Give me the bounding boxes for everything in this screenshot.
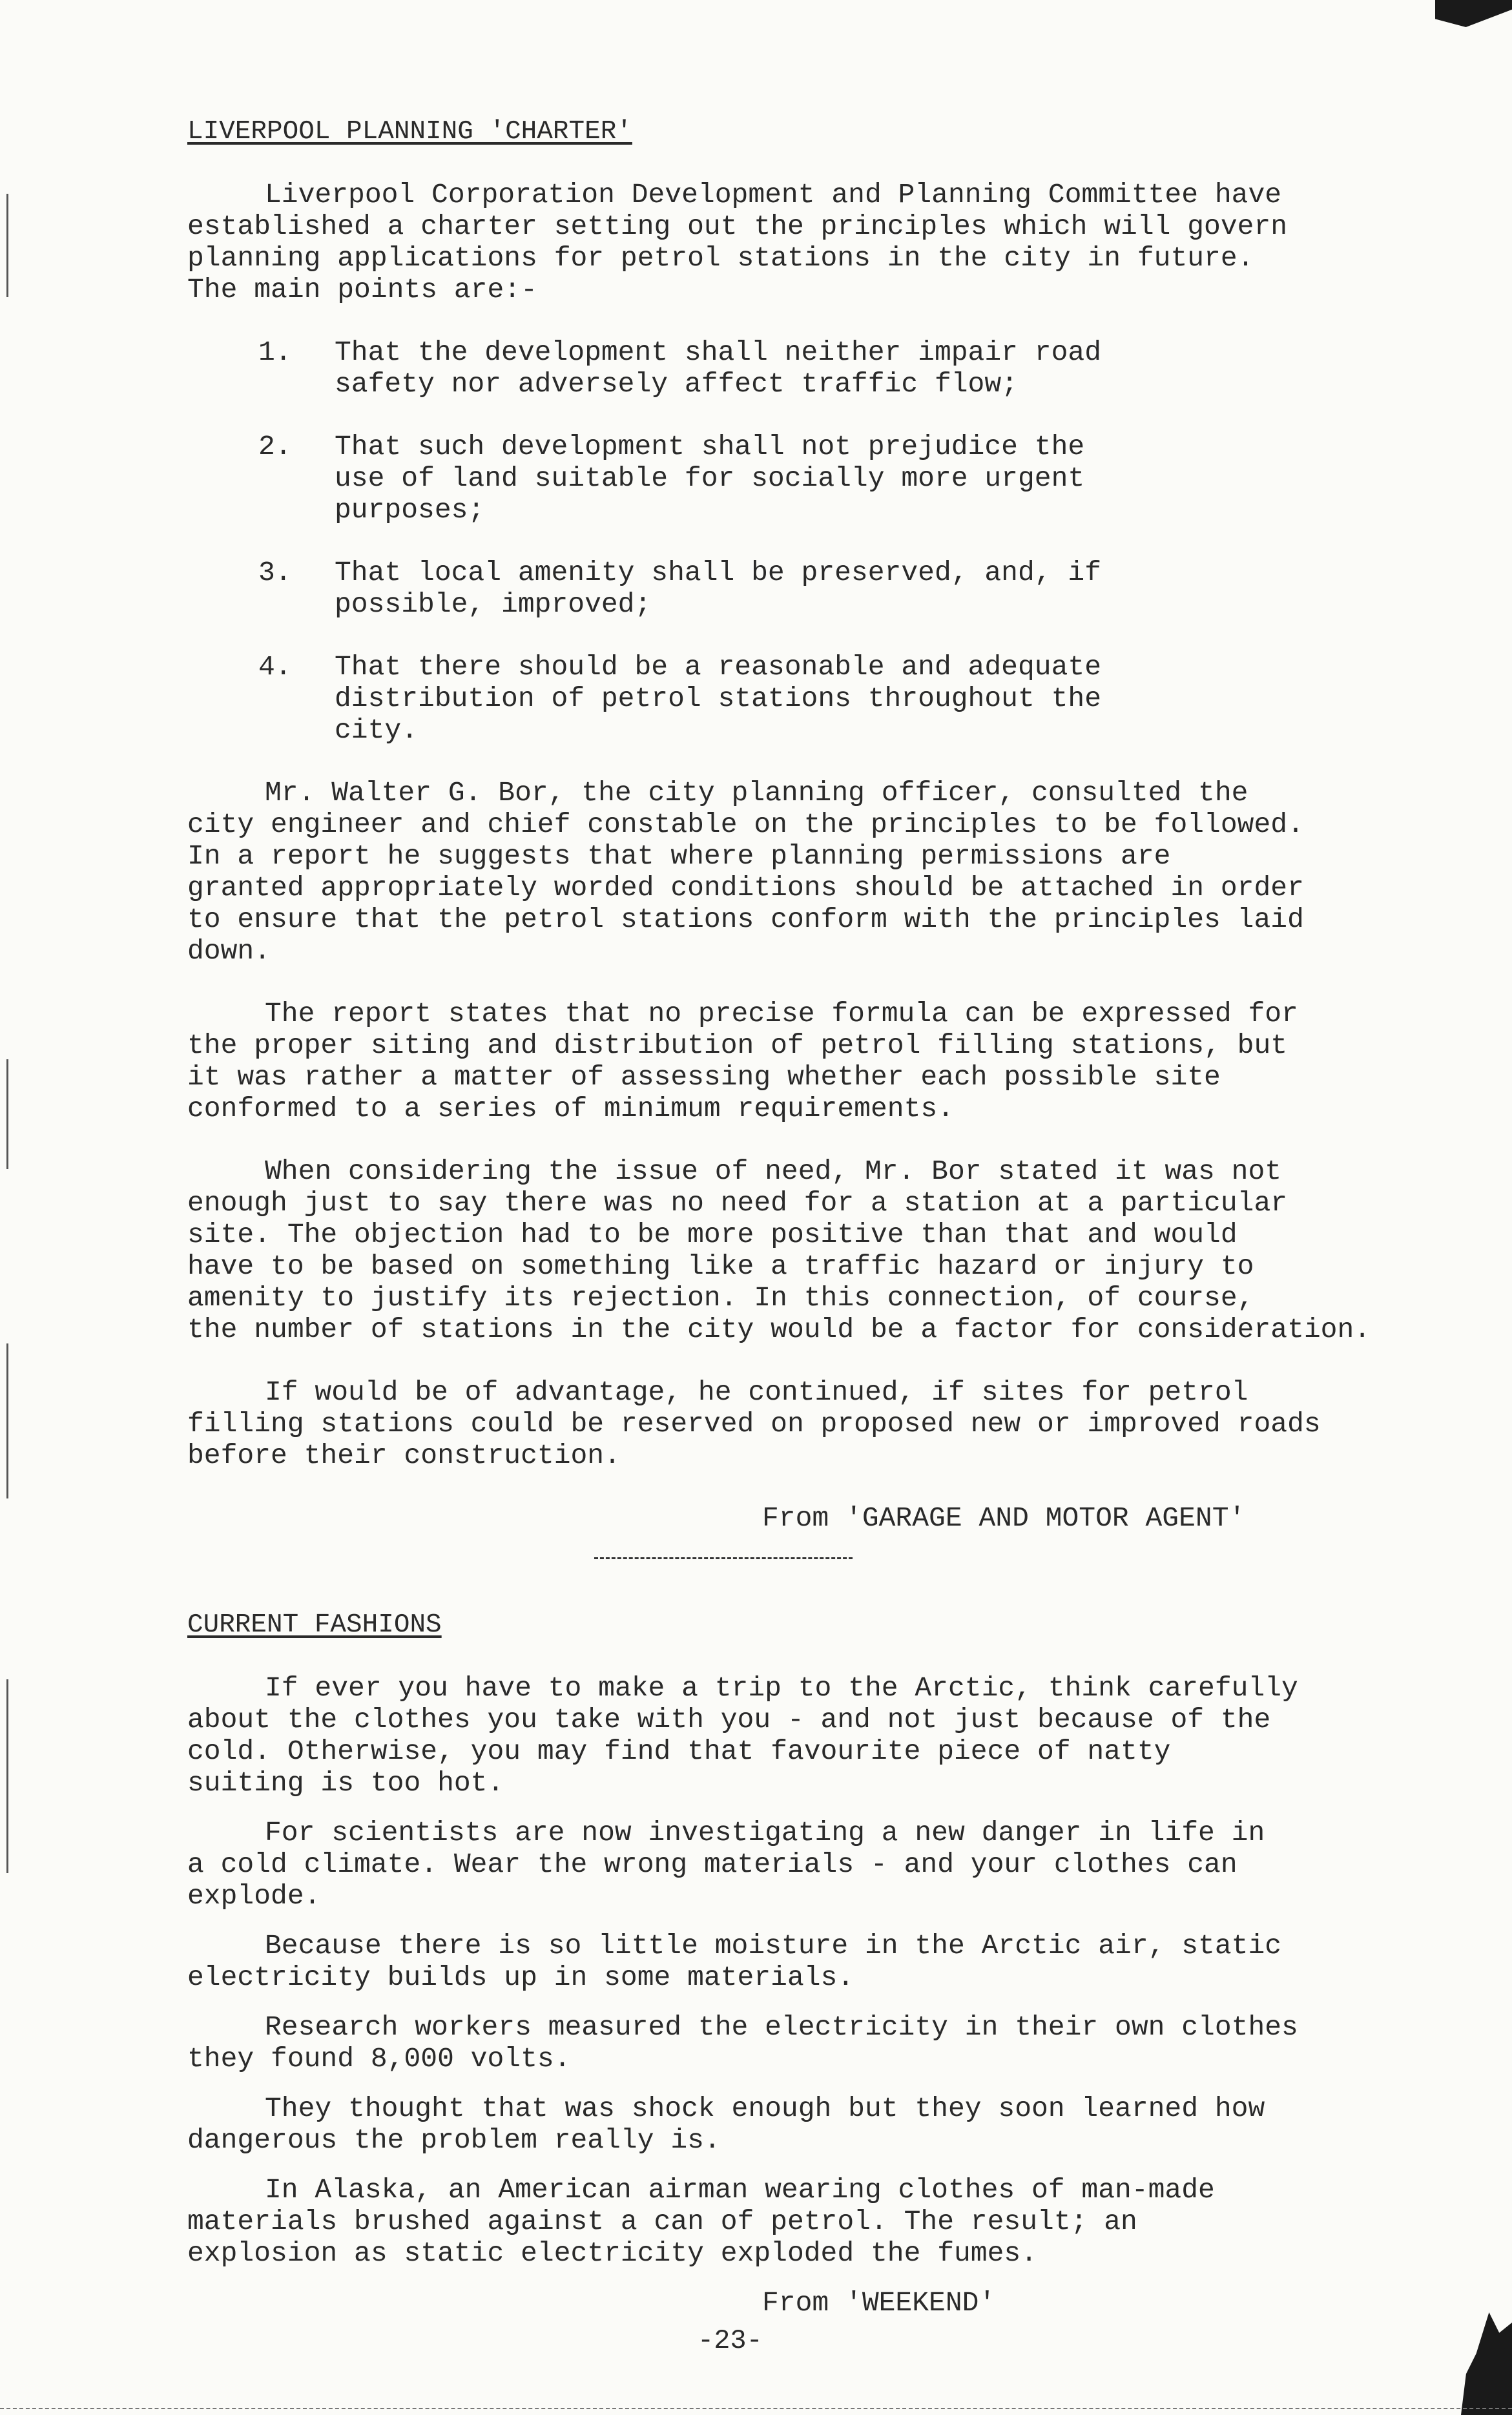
point-number: 3. <box>258 557 292 588</box>
article2-title: CURRENT FASHIONS <box>187 1610 442 1640</box>
list-item <box>258 557 1414 620</box>
article1-paragraph: The report states that no precise formula can be expressed for the proper siting and distribution of petrol filling stations, but it was rather a matter of assessing whether each possible site conformed to a series of minimum requirements. <box>187 998 1298 1125</box>
article1-paragraph: When considering the issue of need, Mr. Bor stated it was not enough just to say there was no need for a station at a particular site. The objection had to be more positive than that and would have to be based on something like a traffic hazard or injury to amenity to justify its rejection. In this connection, of course, the number of stations in the city would be a factor for consideration. <box>187 1156 1371 1345</box>
point-number: 4. <box>258 651 292 683</box>
list-item <box>258 337 1414 400</box>
binder-edge-mark <box>6 1679 8 1873</box>
corner-scan-mark <box>1435 0 1512 27</box>
footer-rule <box>0 2408 1512 2409</box>
corner-scan-mark <box>1461 2312 1512 2415</box>
binder-edge-mark <box>6 1343 8 1498</box>
article2-paragraph: Research workers measured the electricity in their own clothes they found 8,000 volts. <box>187 2011 1298 2075</box>
article1-paragraph: Mr. Walter G. Bor, the city planning officer, consulted the city engineer and chief constable on the principles to be followed. In a report he suggests that where planning permissions are granted appropriately worded conditions should be attached in order to ensure that the petrol stations conform with the principles laid down. <box>187 777 1304 967</box>
article1-intro: Liverpool Corporation Development and Planning Committee have established a charter setting out the principles which will govern planning applications for petrol stations in the city in future. The main points are:- <box>187 179 1288 306</box>
point-text: That the development shall neither impair road safety nor adversely affect traffic flow; <box>335 337 1101 400</box>
article-column <box>187 116 1414 2342</box>
page-number: -23- <box>698 2325 763 2356</box>
point-text: That there should be a reasonable and adequate distribution of petrol stations throughout the city. <box>335 651 1101 746</box>
binder-edge-mark <box>6 194 8 297</box>
article2-paragraph: They thought that was shock enough but they soon learned how dangerous the problem really is. <box>187 2093 1265 2156</box>
point-text: That such development shall not prejudice the use of land suitable for socially more urgent purposes; <box>335 431 1085 526</box>
charter-points-list <box>187 337 1414 746</box>
article1-source: From 'GARAGE AND MOTOR AGENT' <box>762 1502 1246 1534</box>
article1-paragraph: If would be of advantage, he continued, if sites for petrol filling stations could be reserved on proposed new or improved roads before their construction. <box>187 1376 1321 1471</box>
section-divider <box>594 1557 853 1559</box>
article2-source: From 'WEEKEND' <box>762 2287 996 2319</box>
article2-paragraph: In Alaska, an American airman wearing clothes of man-made materials brushed against a can of petrol. The result; an explosion as static electricity exploded the fumes. <box>187 2174 1215 2269</box>
article1-title: LIVERPOOL PLANNING 'CHARTER' <box>187 117 632 147</box>
list-item <box>258 431 1414 526</box>
article2-paragraph: If ever you have to make a trip to the Arctic, think carefully about the clothes you take with you - and not just because of the cold. Otherwise, you may find that favourite piece of natty suiting is too hot. <box>187 1672 1298 1799</box>
article2-paragraph: For scientists are now investigating a new danger in life in a cold climate. Wear the wrong materials - and your clothes can explode. <box>187 1817 1265 1912</box>
article2-paragraph: Because there is so little moisture in the Arctic air, static electricity builds up in some materials. <box>187 1930 1282 1993</box>
point-number: 1. <box>258 337 292 368</box>
binder-edge-mark <box>6 1059 8 1169</box>
point-number: 2. <box>258 431 292 462</box>
point-text: That local amenity shall be preserved, and, if possible, improved; <box>335 557 1101 620</box>
list-item <box>258 651 1414 746</box>
